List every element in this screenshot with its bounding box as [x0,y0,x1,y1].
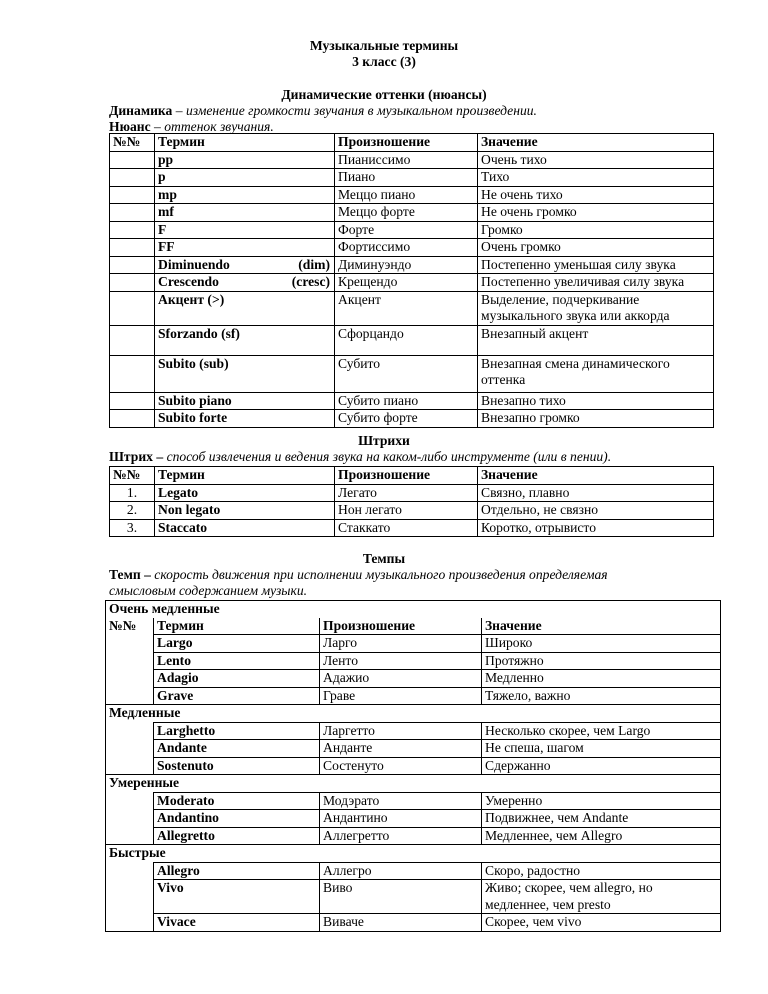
table-row [110,484,714,502]
meaning-cell: Выделение, подчеркивание музыкального звука или аккорда [478,291,714,325]
table-row [106,792,721,810]
row-number [110,204,155,222]
row-number [106,757,154,775]
term-cell: Adagio [154,670,320,688]
column-header-num: №№ [110,134,155,152]
row-number [110,291,155,325]
term-cell: Subito piano [155,392,335,410]
row-number [106,914,154,932]
tempo-group-label: Медленные [106,705,721,723]
table-row [106,810,721,828]
pronunciation-cell: Форте [335,221,478,239]
table-row [110,151,714,169]
pronunciation-cell: Стаккато [335,519,478,537]
term-cell: Акцент (>) [155,291,335,325]
pronunciation-cell: Меццо форте [335,204,478,222]
row-number [110,151,155,169]
row-number: 2. [110,502,155,520]
table-row [110,355,714,392]
term-cell: Vivace [154,914,320,932]
pronunciation-cell: Состенуто [320,757,482,775]
table-header-row [106,618,721,635]
term-cell: Sostenuto [154,757,320,775]
pronunciation-cell: Андантe [320,740,482,758]
pronunciation-cell: Меццо пиано [335,186,478,204]
dynamics-table [109,133,714,428]
column-header-pron: Произношение [335,467,478,485]
pronunciation-cell: Модэрато [320,792,482,810]
table-row [110,392,714,410]
tempo-group-row [106,845,721,863]
term-abbreviation: (cresc) [291,274,330,289]
pronunciation-cell: Субито [335,355,478,392]
pronunciation-cell: Субито пиано [335,392,478,410]
strokes-heading: Штрихи [358,433,410,448]
table-row [110,221,714,239]
term-cell: pp [155,151,335,169]
column-header-meaning: Значение [478,467,714,485]
meaning-cell: Постепенно уменьшая силу звука [478,256,714,274]
column-header-num: №№ [106,618,154,635]
term-cell: Staccato [155,519,335,537]
dynamics-term-text: – изменение громкости звучания в музыкальном произведении. [175,103,537,118]
row-number [110,355,155,392]
meaning-cell: Тяжело, важно [482,687,721,705]
term-cell: Subito forte [155,410,335,428]
tempo-term-text-cont: смысловым содержанием музыки. [109,583,308,598]
column-header-meaning: Значение [478,134,714,152]
column-header-term: Термин [154,618,320,635]
row-number [106,862,154,880]
row-number: 1. [110,484,155,502]
meaning-cell: Протяжно [482,652,721,670]
table-row [106,880,721,914]
strokes-definition [109,449,611,465]
dynamics-definition [109,103,537,119]
table-row [110,291,714,325]
term-name: Crescendo [158,274,219,289]
row-number [110,274,155,292]
meaning-cell: Внезапно тихо [478,392,714,410]
stroke-term: Штрих – [109,449,164,464]
meaning-cell: Тихо [478,169,714,187]
term-cell: mf [155,204,335,222]
row-number: 3. [110,519,155,537]
term-cell: Lento [154,652,320,670]
meaning-cell: Скорее, чем vivo [482,914,721,932]
term-cell: Vivo [154,880,320,914]
table-row [106,827,721,845]
nuance-term: Нюанс [109,119,151,134]
meaning-cell: Умеренно [482,792,721,810]
table-row [106,740,721,758]
tempo-group-row [106,601,721,618]
document-title: Музыкальные термины [309,38,459,53]
pronunciation-cell: Адажио [320,670,482,688]
tempo-group-label: Умеренные [106,775,721,793]
table-row [106,862,721,880]
table-row [110,325,714,355]
table-row [106,670,721,688]
term-cell: FF [155,239,335,257]
table-row [110,256,714,274]
meaning-cell: Отдельно, не связно [478,502,714,520]
term-name: Diminuendo [158,256,230,272]
pronunciation-cell: Виваче [320,914,482,932]
meaning-cell: Связно, плавно [478,484,714,502]
tempo-table [105,600,721,932]
meaning-cell: Внезапная смена динамического оттенка [478,355,714,392]
tempo-definition [109,567,608,583]
table-row [106,914,721,932]
term-cell: mp [155,186,335,204]
row-number [110,221,155,239]
pronunciation-cell: Аллегро [320,862,482,880]
row-number [106,652,154,670]
term-cell: Sforzando (sf) [155,325,335,355]
table-row [106,757,721,775]
pronunciation-cell: Андантино [320,810,482,828]
term-cell: Non legato [155,502,335,520]
meaning-cell: Не очень тихо [478,186,714,204]
meaning-cell: Внезапно громко [478,410,714,428]
term-cell: Grave [154,687,320,705]
pronunciation-cell: Виво [320,880,482,914]
row-number [110,392,155,410]
term-cell: p [155,169,335,187]
meaning-cell: Внезапный акцент [478,325,714,355]
pronunciation-cell: Нон легато [335,502,478,520]
column-header-pron: Произношение [320,618,482,635]
table-row [106,635,721,653]
table-row [110,204,714,222]
meaning-cell: Коротко, отрывисто [478,519,714,537]
table-row [106,687,721,705]
row-number [106,810,154,828]
row-number [106,880,154,914]
term-cell: F [155,221,335,239]
meaning-cell: Не спеша, шагом [482,740,721,758]
row-number [110,325,155,355]
row-number [110,239,155,257]
pronunciation-cell: Ленто [320,652,482,670]
pronunciation-cell: Акцент [335,291,478,325]
nuance-term-text: – оттенок звучания. [154,119,274,134]
tempo-term: Темп – [109,567,151,582]
row-number [110,256,155,274]
row-number [106,792,154,810]
pronunciation-cell: Сфорцандо [335,325,478,355]
meaning-cell: Очень тихо [478,151,714,169]
meaning-cell: Подвижнее, чем Andante [482,810,721,828]
meaning-cell: Скоро, радостно [482,862,721,880]
table-header-row [110,467,714,485]
row-number [110,410,155,428]
term-abbreviation: (dim) [298,256,330,272]
pronunciation-cell: Субито форте [335,410,478,428]
row-number [106,670,154,688]
term-cell: Larghetto [154,722,320,740]
pronunciation-cell: Ларго [320,635,482,653]
meaning-cell: Громко [478,221,714,239]
meaning-cell: Живо; скорее, чем allegro, но медленнее, чем presto [482,880,721,914]
stroke-term-text: способ извлечения и ведения звука на каком-либо инструменте (или в пении). [166,449,612,464]
meaning-cell: Сдержанно [482,757,721,775]
term-cell: Allegretto [154,827,320,845]
table-row [110,274,714,292]
tempo-group-row [106,705,721,723]
meaning-cell: Медленно [482,670,721,688]
tempo-group-label: Очень медленные [109,601,220,616]
row-number [106,687,154,705]
term-cell: Moderato [154,792,320,810]
term-cell: Andantino [154,810,320,828]
meaning-cell: Широко [482,635,721,653]
term-cell: Allegro [154,862,320,880]
column-header-num: №№ [110,467,155,485]
tempo-heading: Темпы [362,551,406,566]
term-cell: Largo [154,635,320,653]
row-number [110,169,155,187]
row-number [106,635,154,653]
table-row [110,410,714,428]
row-number [110,186,155,204]
pronunciation-cell: Аллегретто [320,827,482,845]
meaning-cell: Не очень громко [478,204,714,222]
table-row [110,502,714,520]
row-number [106,740,154,758]
strokes-table [109,466,714,537]
tempo-definition-cont [109,583,307,599]
pronunciation-cell: Диминуэндо [335,256,478,274]
dynamics-heading: Динамические оттенки (нюансы) [281,87,487,102]
column-header-meaning: Значение [482,618,721,635]
meaning-cell: Постепенно увеличивая силу звука [478,274,714,292]
tempo-group-row [106,775,721,793]
term-cell [155,256,335,274]
column-header-pron: Произношение [335,134,478,152]
column-header-term: Термин [155,467,335,485]
term-cell: Andante [154,740,320,758]
term-cell: Legato [155,484,335,502]
term-cell [155,274,335,292]
meaning-cell: Несколько скорее, чем Largo [482,722,721,740]
pronunciation-cell: Фортиссимо [335,239,478,257]
pronunciation-cell: Крещендо [335,274,478,292]
pronunciation-cell: Граве [320,687,482,705]
tempo-term-text: скорость движения при исполнении музыкального произведения определяемая [154,567,608,582]
meaning-cell: Медленнее, чем Allegro [482,827,721,845]
pronunciation-cell: Пианиссимо [335,151,478,169]
row-number [106,827,154,845]
document-subtitle: 3 класс (3) [352,54,416,69]
table-row [106,722,721,740]
table-header-row [110,134,714,152]
pronunciation-cell: Легато [335,484,478,502]
pronunciation-cell: Ларгетто [320,722,482,740]
term-cell: Subito (sub) [155,355,335,392]
meaning-cell: Очень громко [478,239,714,257]
dynamics-term: Динамика [109,103,173,118]
row-number [106,722,154,740]
table-row [110,186,714,204]
tempo-group-label: Быстрые [106,845,721,863]
pronunciation-cell: Пиано [335,169,478,187]
table-row [110,519,714,537]
table-row [110,169,714,187]
table-row [106,652,721,670]
table-row [110,239,714,257]
column-header-term: Термин [155,134,335,152]
